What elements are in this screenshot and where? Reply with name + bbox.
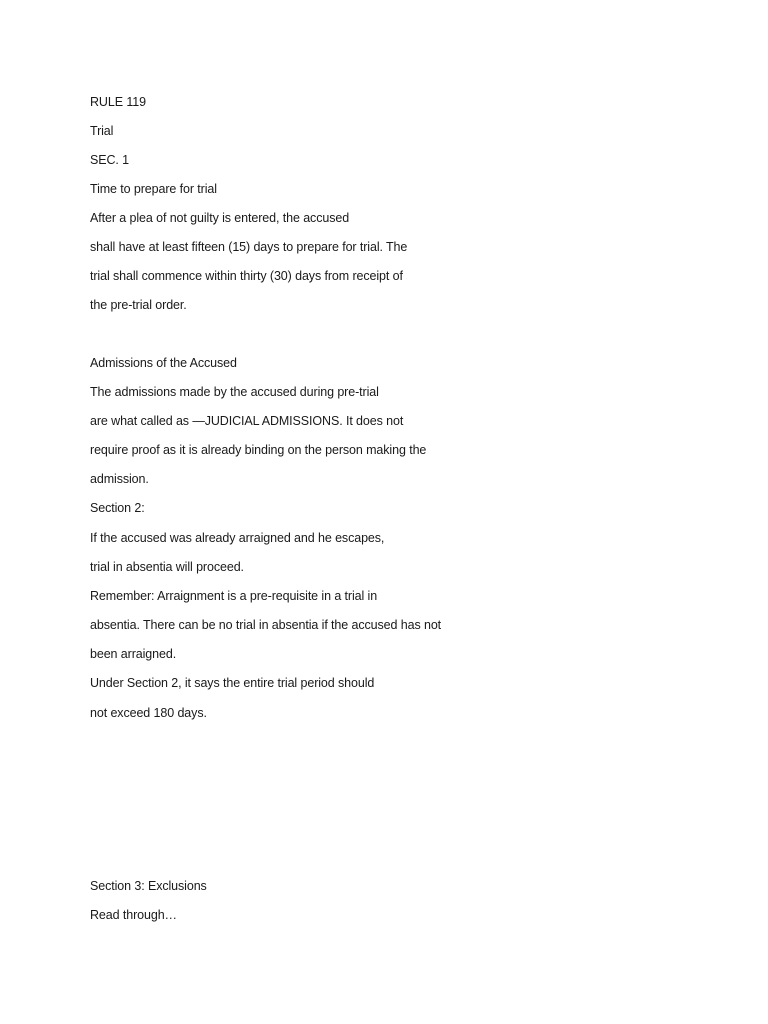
- paragraph-line: The admissions made by the accused during pre-trial: [90, 385, 379, 399]
- paragraph-line: trial in absentia will proceed.: [90, 560, 244, 574]
- paragraph-line: been arraigned.: [90, 647, 177, 661]
- section-1-heading: SEC. 1: [90, 153, 129, 167]
- paragraph-line: are what called as —JUDICIAL ADMISSIONS. It does not: [90, 414, 404, 428]
- paragraph-line: not exceed 180 days.: [90, 706, 207, 720]
- section-2-heading: Section 2:: [90, 501, 145, 515]
- rule-heading: RULE 119: [90, 95, 146, 109]
- paragraph-line: Read through…: [90, 908, 177, 922]
- paragraph-line: After a plea of not guilty is entered, the accused: [90, 211, 350, 225]
- paragraph-line: shall have at least fifteen (15) days to prepare for trial. The: [90, 240, 408, 254]
- paragraph-line: admission.: [90, 472, 149, 486]
- admissions-heading: Admissions of the Accused: [90, 356, 237, 370]
- section-1-title: Time to prepare for trial: [90, 182, 217, 196]
- rule-title: Trial: [90, 124, 114, 138]
- paragraph-line: trial shall commence within thirty (30) days from receipt of: [90, 269, 403, 283]
- paragraph-line: Remember: Arraignment is a pre-requisite in a trial in: [90, 589, 378, 603]
- section-3-heading: Section 3: Exclusions: [90, 879, 207, 893]
- paragraph-line: If the accused was already arraigned and he escapes,: [90, 531, 385, 545]
- paragraph-line: Under Section 2, it says the entire trial period should: [90, 676, 375, 690]
- paragraph-line: absentia. There can be no trial in absentia if the accused has not: [90, 618, 442, 632]
- paragraph-line: the pre-trial order.: [90, 298, 187, 312]
- paragraph-line: require proof as it is already binding on the person making the: [90, 443, 427, 457]
